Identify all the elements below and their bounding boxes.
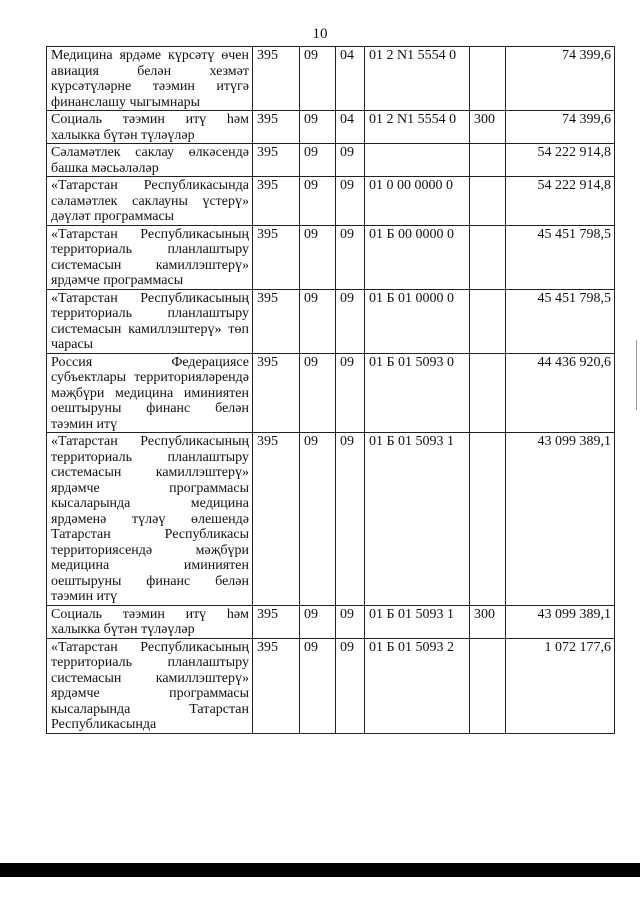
cell-subsection-code: 09 <box>336 177 365 226</box>
cell-amount: 43 099 389,1 <box>506 605 615 638</box>
cell-item-name: Россия Федерациясе субъектлары территорияләрендә мәҗбүри медицина иминиятен оештыруны финанс белән тәэмин итү <box>47 353 253 433</box>
cell-item-name: Социаль тәэмин итү һәм халыкка бүтән түләүләр <box>47 111 253 144</box>
cell-expense-type <box>470 144 506 177</box>
cell-ministry-code: 395 <box>253 111 300 144</box>
cell-section-code: 09 <box>300 47 336 111</box>
cell-ministry-code: 395 <box>253 47 300 111</box>
cell-item-name: «Татарстан Республикасының территориаль планлаштыру системасын камиллэштерү» ярдәмче программасы кысаларында Татарстан Республикасында <box>47 638 253 733</box>
cell-expense-type <box>470 638 506 733</box>
cell-subsection-code: 09 <box>336 638 365 733</box>
cell-item-name: Медицина ярдәме күрсәтү өчен авиация белән хезмәт күрсәтүләрне тәэмин итүгә финанслашу чыгымнары <box>47 47 253 111</box>
cell-amount: 74 399,6 <box>506 47 615 111</box>
cell-ministry-code: 395 <box>253 638 300 733</box>
cell-expense-type <box>470 433 506 606</box>
table-row <box>47 353 615 433</box>
cell-subsection-code: 04 <box>336 47 365 111</box>
table-row <box>47 177 615 226</box>
cell-ministry-code: 395 <box>253 225 300 289</box>
cell-subsection-code: 09 <box>336 289 365 353</box>
table-row <box>47 225 615 289</box>
cell-amount: 54 222 914,8 <box>506 144 615 177</box>
cell-ministry-code: 395 <box>253 353 300 433</box>
cell-target-article: 01 Б 00 0000 0 <box>365 225 470 289</box>
table-row <box>47 605 615 638</box>
cell-item-name: Сәламәтлек саклау өлкәсендә башка мәсьәләләр <box>47 144 253 177</box>
cell-target-article: 01 Б 01 5093 1 <box>365 605 470 638</box>
cell-target-article: 01 2 N1 5554 0 <box>365 47 470 111</box>
cell-ministry-code: 395 <box>253 289 300 353</box>
cell-subsection-code: 09 <box>336 225 365 289</box>
cell-section-code: 09 <box>300 638 336 733</box>
cell-section-code: 09 <box>300 111 336 144</box>
cell-expense-type: 300 <box>470 111 506 144</box>
cell-section-code: 09 <box>300 605 336 638</box>
table-row <box>47 433 615 606</box>
cell-amount: 45 451 798,5 <box>506 289 615 353</box>
cell-expense-type <box>470 289 506 353</box>
cell-section-code: 09 <box>300 433 336 606</box>
cell-amount: 45 451 798,5 <box>506 225 615 289</box>
cell-item-name: «Татарстан Республикасының территориаль планлаштыру системасын камиллэштерү» ярдәмче программасы кысаларында медицина ярдәменә түләү өлешендә Татарстан Республикасы территориясендә мәҗбүри медицина иминиятен оештыруны финанс белән тәэмин итү <box>47 433 253 606</box>
cell-item-name: «Татарстан Республикасында сәламәтлек саклауны үстерү» дәүләт программасы <box>47 177 253 226</box>
cell-target-article: 01 Б 01 5093 0 <box>365 353 470 433</box>
cell-ministry-code: 395 <box>253 144 300 177</box>
cell-target-article: 01 Б 01 5093 2 <box>365 638 470 733</box>
cell-expense-type <box>470 225 506 289</box>
cell-amount: 74 399,6 <box>506 111 615 144</box>
cell-item-name: Социаль тәэмин итү һәм халыкка бүтән түләүләр <box>47 605 253 638</box>
budget-table <box>46 46 615 734</box>
scan-footer-bar <box>0 863 640 877</box>
cell-amount: 54 222 914,8 <box>506 177 615 226</box>
cell-expense-type <box>470 177 506 226</box>
page-number: 10 <box>312 26 328 42</box>
cell-subsection-code: 04 <box>336 111 365 144</box>
cell-subsection-code: 09 <box>336 433 365 606</box>
cell-expense-type <box>470 353 506 433</box>
cell-amount: 44 436 920,6 <box>506 353 615 433</box>
cell-ministry-code: 395 <box>253 605 300 638</box>
budget-table-body <box>47 47 615 734</box>
table-row <box>47 289 615 353</box>
cell-ministry-code: 395 <box>253 433 300 606</box>
scan-edge-line <box>636 340 637 410</box>
cell-target-article <box>365 144 470 177</box>
cell-item-name: «Татарстан Республикасының территориаль планлаштыру системасын камиллэштерү» ярдәмче программасы <box>47 225 253 289</box>
cell-target-article: 01 Б 01 5093 1 <box>365 433 470 606</box>
cell-expense-type: 300 <box>470 605 506 638</box>
cell-section-code: 09 <box>300 353 336 433</box>
table-row <box>47 111 615 144</box>
cell-target-article: 01 Б 01 0000 0 <box>365 289 470 353</box>
cell-amount: 1 072 177,6 <box>506 638 615 733</box>
table-row <box>47 47 615 111</box>
cell-target-article: 01 0 00 0000 0 <box>365 177 470 226</box>
cell-expense-type <box>470 47 506 111</box>
cell-target-article: 01 2 N1 5554 0 <box>365 111 470 144</box>
cell-subsection-code: 09 <box>336 605 365 638</box>
cell-section-code: 09 <box>300 225 336 289</box>
cell-subsection-code: 09 <box>336 144 365 177</box>
cell-amount: 43 099 389,1 <box>506 433 615 606</box>
table-row <box>47 638 615 733</box>
cell-section-code: 09 <box>300 177 336 226</box>
table-row <box>47 144 615 177</box>
cell-ministry-code: 395 <box>253 177 300 226</box>
cell-section-code: 09 <box>300 289 336 353</box>
cell-item-name: «Татарстан Республикасының территориаль планлаштыру системасын камиллэштерү» төп чарасы <box>47 289 253 353</box>
cell-section-code: 09 <box>300 144 336 177</box>
cell-subsection-code: 09 <box>336 353 365 433</box>
